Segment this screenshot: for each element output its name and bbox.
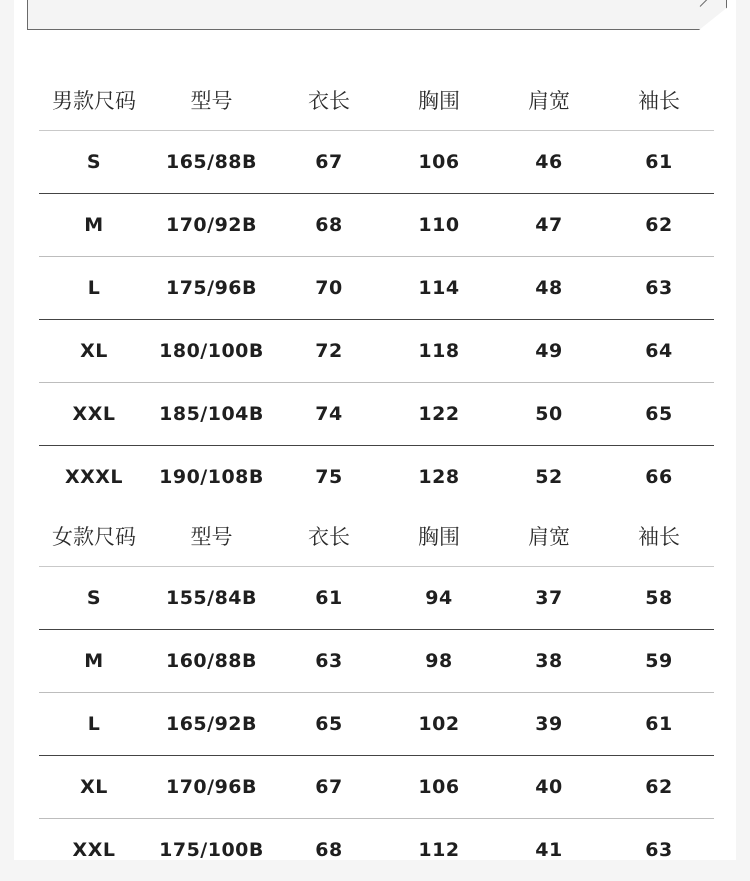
men-size-table [39, 70, 714, 508]
sleeve-cell: 64 [604, 320, 714, 383]
shoulder-cell: 48 [494, 257, 604, 320]
model-cell: 190/108B [149, 446, 274, 509]
shoulder-cell: 49 [494, 320, 604, 383]
chest-cell: 106 [384, 131, 494, 194]
shoulder-cell: 47 [494, 194, 604, 257]
shoulder-cell: 39 [494, 693, 604, 756]
model-cell: 165/88B [149, 131, 274, 194]
length-cell: 75 [274, 446, 384, 509]
model-cell: 170/96B [149, 756, 274, 819]
chest-cell: 122 [384, 383, 494, 446]
table-row [39, 383, 714, 446]
chest-cell: 114 [384, 257, 494, 320]
size-cell: XXXL [39, 446, 149, 509]
table-row [39, 756, 714, 819]
size-cell: XL [39, 756, 149, 819]
sleeve-cell: 63 [604, 819, 714, 881]
shoulder-cell: 41 [494, 819, 604, 881]
length-cell: 63 [274, 630, 384, 693]
length-cell: 67 [274, 131, 384, 194]
sleeve-cell: 59 [604, 630, 714, 693]
chest-cell: 112 [384, 819, 494, 881]
size-cell: S [39, 567, 149, 630]
men-header-model: 型号 [149, 70, 274, 131]
women-header-model: 型号 [149, 506, 274, 567]
chest-cell: 110 [384, 194, 494, 257]
length-cell: 68 [274, 819, 384, 881]
model-cell: 170/92B [149, 194, 274, 257]
women-header-size: 女款尺码 [39, 506, 149, 567]
model-cell: 160/88B [149, 630, 274, 693]
length-cell: 67 [274, 756, 384, 819]
table-row [39, 257, 714, 320]
length-cell: 70 [274, 257, 384, 320]
model-cell: 165/92B [149, 693, 274, 756]
men-header-chest: 胸围 [384, 70, 494, 131]
women-table-header [39, 506, 714, 567]
men-header-sleeve: 袖长 [604, 70, 714, 131]
men-header-shoulder: 肩宽 [494, 70, 604, 131]
model-cell: 175/96B [149, 257, 274, 320]
size-cell: XL [39, 320, 149, 383]
sleeve-cell: 61 [604, 693, 714, 756]
chest-cell: 98 [384, 630, 494, 693]
size-cell: L [39, 693, 149, 756]
table-row [39, 446, 714, 509]
shoulder-cell: 38 [494, 630, 604, 693]
table-row [39, 819, 714, 881]
chest-cell: 94 [384, 567, 494, 630]
size-cell: L [39, 257, 149, 320]
women-header-chest: 胸围 [384, 506, 494, 567]
model-cell: 185/104B [149, 383, 274, 446]
men-header-length: 衣长 [274, 70, 384, 131]
table-row [39, 693, 714, 756]
chest-cell: 128 [384, 446, 494, 509]
women-size-table [39, 506, 714, 881]
shoulder-cell: 50 [494, 383, 604, 446]
size-cell: S [39, 131, 149, 194]
model-cell: 175/100B [149, 819, 274, 881]
table-row [39, 567, 714, 630]
table-row [39, 630, 714, 693]
sleeve-cell: 58 [604, 567, 714, 630]
women-header-shoulder: 肩宽 [494, 506, 604, 567]
shoulder-cell: 46 [494, 131, 604, 194]
table-row [39, 320, 714, 383]
table-row [39, 131, 714, 194]
men-header-size: 男款尺码 [39, 70, 149, 131]
size-cell: M [39, 194, 149, 257]
women-header-sleeve: 袖长 [604, 506, 714, 567]
sleeve-cell: 66 [604, 446, 714, 509]
men-table-header [39, 70, 714, 131]
shoulder-cell: 40 [494, 756, 604, 819]
length-cell: 74 [274, 383, 384, 446]
sleeve-cell: 62 [604, 756, 714, 819]
size-cell: XXL [39, 383, 149, 446]
size-cell: M [39, 630, 149, 693]
shoulder-cell: 52 [494, 446, 604, 509]
chest-cell: 106 [384, 756, 494, 819]
sleeve-cell: 63 [604, 257, 714, 320]
women-header-length: 衣长 [274, 506, 384, 567]
length-cell: 65 [274, 693, 384, 756]
header-banner [27, 0, 727, 30]
chest-cell: 102 [384, 693, 494, 756]
model-cell: 180/100B [149, 320, 274, 383]
sleeve-cell: 61 [604, 131, 714, 194]
model-cell: 155/84B [149, 567, 274, 630]
sleeve-cell: 62 [604, 194, 714, 257]
length-cell: 72 [274, 320, 384, 383]
length-cell: 61 [274, 567, 384, 630]
length-cell: 68 [274, 194, 384, 257]
table-row [39, 194, 714, 257]
chest-cell: 118 [384, 320, 494, 383]
sleeve-cell: 65 [604, 383, 714, 446]
shoulder-cell: 37 [494, 567, 604, 630]
size-cell: XXL [39, 819, 149, 881]
